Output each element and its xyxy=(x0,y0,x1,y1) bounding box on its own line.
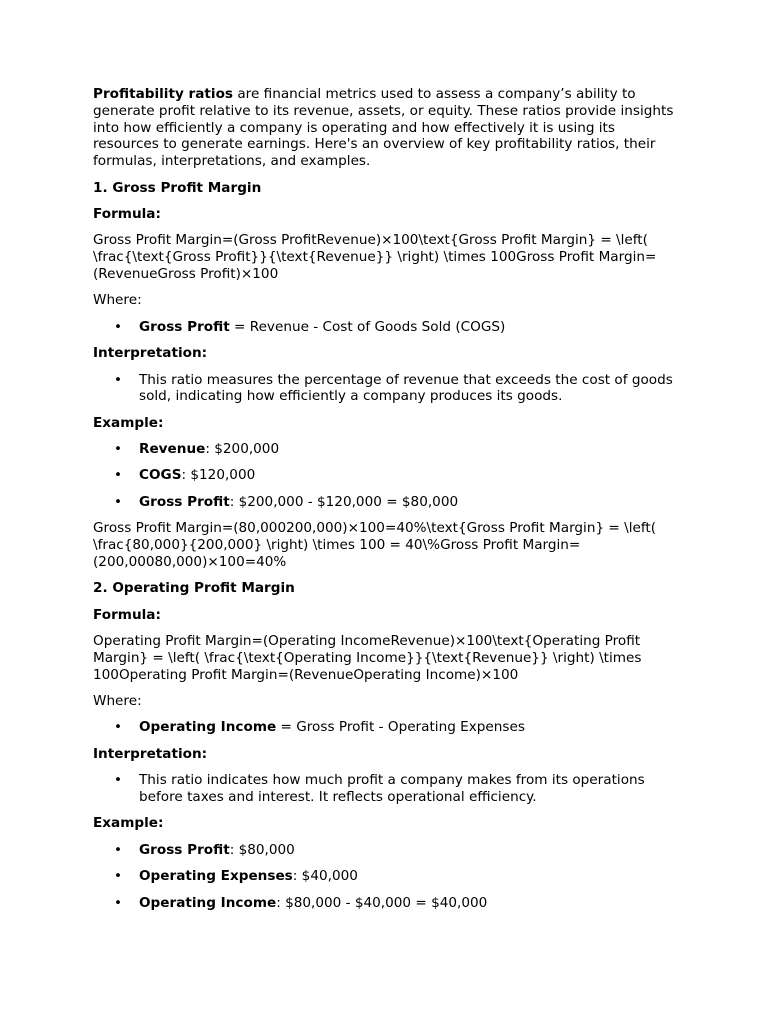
section-2-title: 2. Operating Profit Margin xyxy=(93,580,295,597)
bullet-icon: • xyxy=(114,493,123,510)
list-item xyxy=(93,319,678,336)
section-2-where-label: Where: xyxy=(93,693,142,710)
section-2-interpretation-list xyxy=(93,772,678,806)
list-item-term: Gross Profit xyxy=(139,318,230,335)
list-item xyxy=(93,772,678,806)
list-item xyxy=(93,467,678,484)
list-item-text: : $80,000 xyxy=(229,841,295,858)
list-item-text: = Gross Profit - Operating Expenses xyxy=(276,719,525,736)
list-item xyxy=(93,494,678,511)
list-item-text: : $200,000 xyxy=(205,441,280,458)
section-1-formula: Gross Profit Margin=(Gross ProfitRevenue)×100\text{Gross Profit Margin} = \left( \frac{\text{Gross Profit}}{\text{Revenue}} \right) \times 100Gross Profit Margin=(RevenueGross Profit)×100 xyxy=(93,232,657,282)
section-1-interpretation-label: Interpretation: xyxy=(93,345,208,362)
intro-paragraph xyxy=(93,86,678,170)
bullet-icon: • xyxy=(114,868,123,885)
list-item-term: Gross Profit xyxy=(139,493,230,510)
list-item-text: : $200,000 - $120,000 = $80,000 xyxy=(229,493,459,510)
bullet-icon: • xyxy=(114,772,123,789)
intro-term: Profitability ratios xyxy=(93,86,234,102)
bullet-icon: • xyxy=(114,719,123,736)
section-1-where-list xyxy=(93,319,678,336)
bullet-icon: • xyxy=(114,841,123,858)
document-page xyxy=(93,86,678,921)
list-item xyxy=(93,719,678,736)
section-2-example-list xyxy=(93,842,678,912)
section-1-title: 1. Gross Profit Margin xyxy=(93,179,262,196)
section-2-formula-label: Formula: xyxy=(93,606,161,623)
list-item-text: This ratio measures the percentage of revenue that exceeds the cost of goods sold, indicating how efficiently a company produces its goods. xyxy=(139,371,673,405)
section-1-result: Gross Profit Margin=(80,000200,000)×100=40%\text{Gross Profit Margin} = \left( \frac{80,000}{200,000} \right) \times 100 = 40\%Gross Profit Margin=(200,00080,000)×100=40% xyxy=(93,520,657,570)
list-item-text: : $40,000 xyxy=(292,868,358,885)
list-item-term: Gross Profit xyxy=(139,841,230,858)
section-2-formula: Operating Profit Margin=(Operating IncomeRevenue)×100\text{Operating Profit Margin} = \left( \frac{\text{Operating Income}}{\text{Revenue}} \right) \times 100Operating Profit Margin=(RevenueOperating Income)×100 xyxy=(93,633,642,683)
list-item xyxy=(93,372,678,406)
bullet-icon: • xyxy=(114,894,123,911)
section-2-where-list xyxy=(93,719,678,736)
list-item-term: Operating Income xyxy=(139,894,277,911)
bullet-icon: • xyxy=(114,467,123,484)
section-1-example-list xyxy=(93,441,678,511)
list-item-term: Revenue xyxy=(139,441,206,458)
bullet-icon: • xyxy=(114,441,123,458)
section-2-interpretation-label: Interpretation: xyxy=(93,745,208,762)
section-1-where-label: Where: xyxy=(93,292,142,309)
list-item xyxy=(93,441,678,458)
list-item-text: : $120,000 xyxy=(181,467,256,484)
list-item-term: Operating Income xyxy=(139,719,277,736)
list-item xyxy=(93,842,678,859)
list-item-text: : $80,000 - $40,000 = $40,000 xyxy=(276,894,488,911)
list-item-term: COGS xyxy=(139,467,182,484)
section-1-interpretation-list xyxy=(93,372,678,406)
list-item xyxy=(93,895,678,912)
section-1-formula-label: Formula: xyxy=(93,205,161,222)
section-2-example-label: Example: xyxy=(93,815,164,832)
list-item xyxy=(93,868,678,885)
section-1-example-label: Example: xyxy=(93,414,164,431)
intro-text: are financial metrics used to assess a company’s ability to generate profit relative to its revenue, assets, or equity. These ratios provide insights into how efficiently a company is operating and how effectively it is using its resources to generate earnings. Here's an overview of key profitability ratios, their formulas, interpretations, and examples. xyxy=(93,86,674,170)
bullet-icon: • xyxy=(114,371,123,388)
bullet-icon: • xyxy=(114,318,123,335)
list-item-text: = Revenue - Cost of Goods Sold (COGS) xyxy=(229,318,506,335)
list-item-text: This ratio indicates how much profit a company makes from its operations before taxes and interest. It reflects operational efficiency. xyxy=(139,772,645,805)
list-item-term: Operating Expenses xyxy=(139,868,293,885)
